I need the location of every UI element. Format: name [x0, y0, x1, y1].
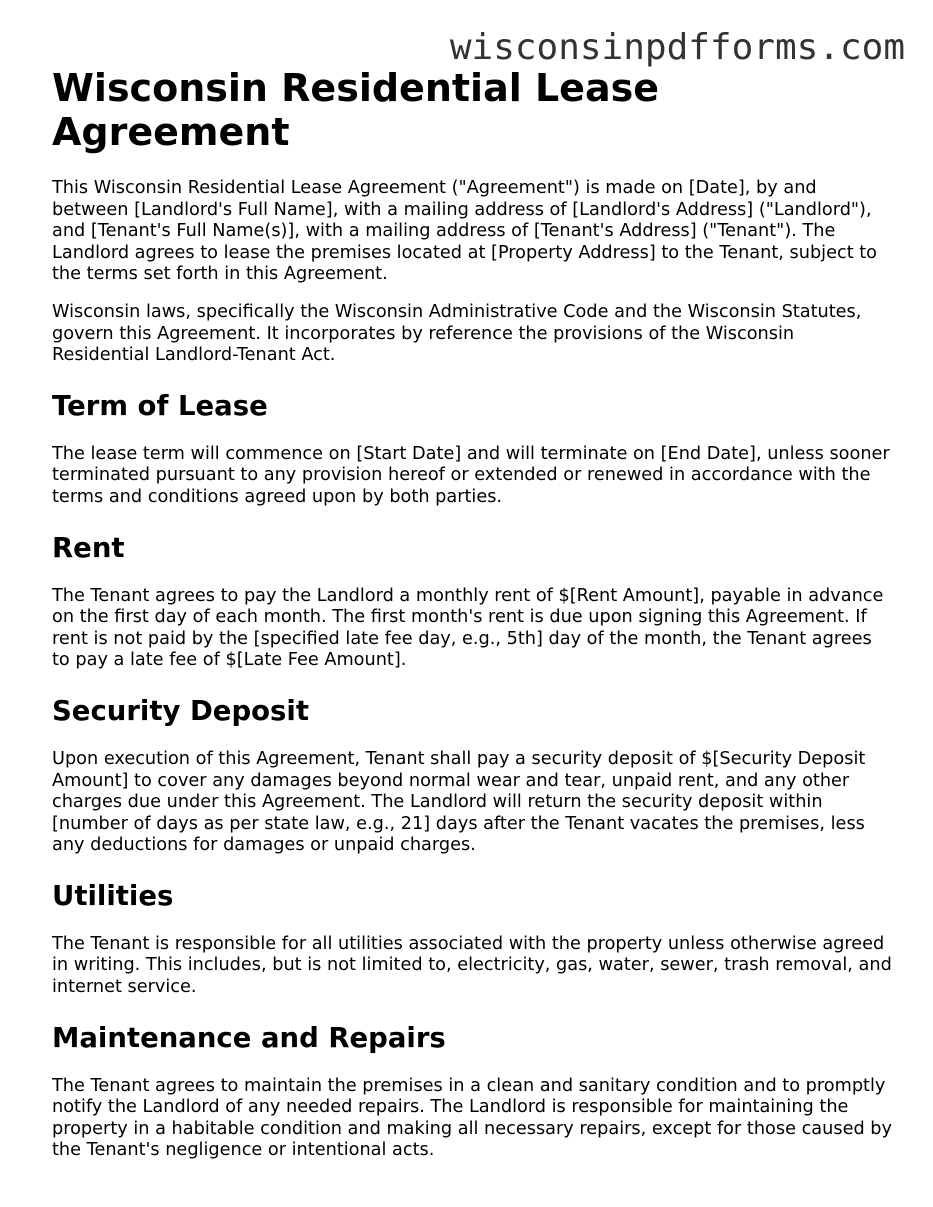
section-heading: Rent — [52, 531, 125, 564]
section-heading: Utilities — [52, 879, 174, 912]
section-heading: Maintenance and Repairs — [52, 1021, 446, 1054]
section-utilities — [52, 879, 892, 999]
intro-paragraph: This Wisconsin Residential Lease Agreement ("Agreement") is made on [Date], by and between [Landlord's Full Name], with a mailing address of [Landlord's Address] ("Landlord"), and [Tenant's Full Name(s)], with a mailing address of [Tenant's Address] ("Tenant"). The Landlord agrees to lease the premises located at [Property Address] to the Tenant, subject to the terms set forth in this Agreement. — [52, 178, 878, 285]
section-heading: Term of Lease — [52, 389, 268, 422]
section-text: The Tenant is responsible for all utilities associated with the property unless otherwise agreed in writing. This includes, but is not limited to, electricity, gas, water, sewer, trash removal, and internet service. — [52, 933, 892, 998]
document-title: Wisconsin Residential Lease Agreement — [52, 66, 659, 154]
section-text: The Tenant agrees to pay the Landlord a monthly rent of $[Rent Amount], payable in advance on the first day of each month. The first month's rent is due upon signing this Agreement. If rent is not paid by the [specified late fee day, e.g., 5th] day of the month, the Tenant agrees to pay a late fee of $[Late Fee Amount]. — [52, 585, 884, 671]
section-heading: Security Deposit — [52, 694, 309, 727]
document-body — [52, 66, 892, 1178]
section-maintenance-and-repairs — [52, 1021, 892, 1162]
section-text: Upon execution of this Agreement, Tenant shall pay a security deposit of $[Security Deposit Amount] to cover any damages beyond normal wear and tear, unpaid rent, and any other charges due under this Agreement. The Landlord will return the security deposit within [number of days as per state law, e.g., 21] days after the Tenant vacates the premises, less any deductions for damages or unpaid charges. — [52, 748, 866, 856]
section-text: The lease term will commence on [Start Date] and will terminate on [End Date], unless sooner terminated pursuant to any provision hereof or extended or renewed in accordance with the terms and conditions agreed upon by both parties. — [52, 443, 890, 507]
section-text: The Tenant agrees to maintain the premises in a clean and sanitary condition and to promptly notify the Landlord of any needed repairs. The Landlord is responsible for maintaining the property in a habitable condition and making all necessary repairs, except for those caused by the Tenant's negligence or intentional acts. — [52, 1075, 892, 1161]
section-term-of-lease — [52, 389, 892, 509]
intro-paragraph: Wisconsin laws, specifically the Wisconsin Administrative Code and the Wisconsin Statutes, govern this Agreement. It incorporates by reference the provisions of the Wisconsin Residential Landlord-Tenant Act. — [52, 301, 862, 366]
site-watermark: wisconsinpdfforms.com — [449, 27, 905, 68]
section-rent — [52, 531, 892, 672]
section-security-deposit — [52, 694, 892, 857]
